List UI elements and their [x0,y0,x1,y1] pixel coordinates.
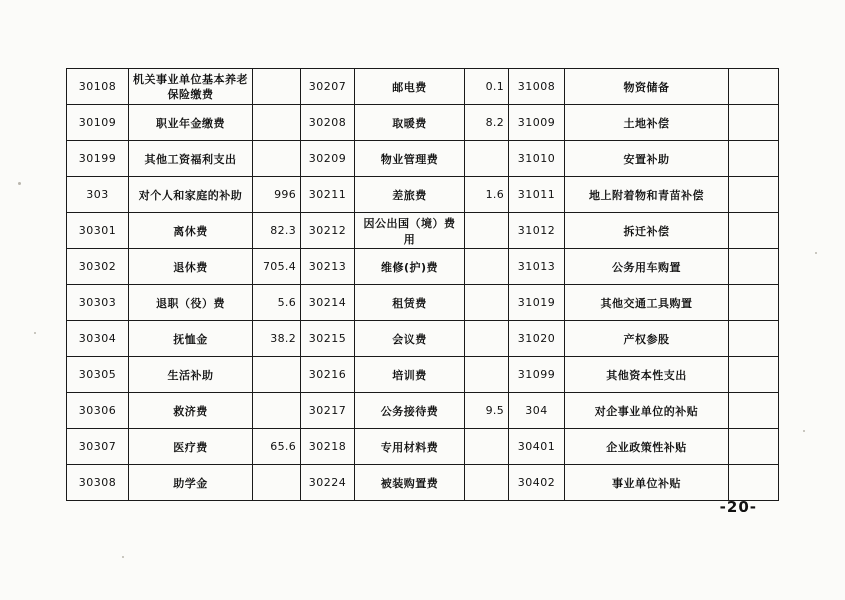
cell-code-1: 30199 [67,141,129,177]
cell-code-3: 30402 [509,465,565,501]
cell-value-2 [465,465,509,501]
cell-value-3 [729,141,779,177]
cell-code-1: 30307 [67,429,129,465]
cell-value-1 [253,141,301,177]
scan-speck [122,556,124,558]
table-row [67,357,779,393]
cell-name-3: 地上附着物和青苗补偿 [565,177,729,213]
cell-name-2: 租赁费 [355,285,465,321]
cell-name-2: 专用材料费 [355,429,465,465]
cell-name-3: 物资储备 [565,69,729,105]
cell-code-1: 30302 [67,249,129,285]
cell-code-2: 30211 [301,177,355,213]
cell-name-1: 机关事业单位基本养老保险缴费 [129,69,253,105]
page-number: -20- [719,498,757,516]
cell-name-1: 抚恤金 [129,321,253,357]
cell-value-2 [465,249,509,285]
cell-value-2 [465,141,509,177]
cell-code-3: 31010 [509,141,565,177]
cell-code-3: 31020 [509,321,565,357]
cell-name-2: 会议费 [355,321,465,357]
cell-code-2: 30207 [301,69,355,105]
cell-code-3: 30401 [509,429,565,465]
cell-value-1: 65.6 [253,429,301,465]
cell-value-3 [729,393,779,429]
cell-name-1: 其他工资福利支出 [129,141,253,177]
cell-code-2: 30213 [301,249,355,285]
table-row [67,393,779,429]
scan-speck [34,332,36,334]
cell-value-3 [729,177,779,213]
cell-code-3: 31013 [509,249,565,285]
table-row [67,285,779,321]
cell-code-3: 31099 [509,357,565,393]
cell-code-1: 30303 [67,285,129,321]
cell-code-1: 30301 [67,213,129,249]
cell-name-1: 职业年金缴费 [129,105,253,141]
cell-name-1: 退职（役）费 [129,285,253,321]
cell-value-1 [253,105,301,141]
cell-code-1: 30308 [67,465,129,501]
scan-speck [18,182,21,185]
cell-code-2: 30224 [301,465,355,501]
cell-code-2: 30218 [301,429,355,465]
table-row [67,321,779,357]
cell-value-1: 996 [253,177,301,213]
cell-name-3: 公务用车购置 [565,249,729,285]
cell-value-2 [465,285,509,321]
table-row [67,429,779,465]
cell-name-2: 因公出国（境）费用 [355,213,465,249]
table-row [67,213,779,249]
table-row [67,105,779,141]
cell-value-3 [729,465,779,501]
cell-name-2: 培训费 [355,357,465,393]
cell-value-2: 0.1 [465,69,509,105]
cell-name-3: 产权参股 [565,321,729,357]
table-row [67,177,779,213]
cell-code-3: 304 [509,393,565,429]
cell-value-1: 5.6 [253,285,301,321]
table-row [67,141,779,177]
cell-name-2: 公务接待费 [355,393,465,429]
cell-code-3: 31011 [509,177,565,213]
cell-code-1: 30108 [67,69,129,105]
cell-name-1: 对个人和家庭的补助 [129,177,253,213]
cell-name-1: 医疗费 [129,429,253,465]
cell-code-2: 30217 [301,393,355,429]
cell-code-2: 30216 [301,357,355,393]
cell-value-2 [465,213,509,249]
cell-value-1 [253,69,301,105]
cell-value-2 [465,321,509,357]
cell-value-3 [729,213,779,249]
cell-name-3: 其他资本性支出 [565,357,729,393]
cell-value-2 [465,429,509,465]
cell-name-2: 取暖费 [355,105,465,141]
cell-code-2: 30215 [301,321,355,357]
cell-name-3: 安置补助 [565,141,729,177]
budget-expenditure-table [66,68,779,501]
cell-code-1: 303 [67,177,129,213]
cell-value-3 [729,249,779,285]
cell-name-2: 维修(护)费 [355,249,465,285]
cell-name-3: 对企事业单位的补贴 [565,393,729,429]
cell-name-3: 企业政策性补贴 [565,429,729,465]
cell-value-1: 38.2 [253,321,301,357]
cell-name-3: 事业单位补贴 [565,465,729,501]
cell-value-1 [253,357,301,393]
cell-value-1: 705.4 [253,249,301,285]
cell-name-3: 拆迁补偿 [565,213,729,249]
cell-name-1: 助学金 [129,465,253,501]
cell-value-1 [253,393,301,429]
cell-value-1 [253,465,301,501]
cell-code-1: 30306 [67,393,129,429]
cell-code-1: 30109 [67,105,129,141]
cell-value-1: 82.3 [253,213,301,249]
cell-code-2: 30214 [301,285,355,321]
table-row [67,249,779,285]
table-row [67,69,779,105]
cell-code-2: 30208 [301,105,355,141]
cell-value-3 [729,321,779,357]
cell-name-2: 被装购置费 [355,465,465,501]
cell-value-2: 9.5 [465,393,509,429]
cell-name-2: 物业管理费 [355,141,465,177]
cell-value-3 [729,429,779,465]
cell-value-2 [465,357,509,393]
cell-name-3: 土地补偿 [565,105,729,141]
cell-value-2: 1.6 [465,177,509,213]
cell-value-3 [729,105,779,141]
cell-code-3: 31012 [509,213,565,249]
cell-name-1: 生活补助 [129,357,253,393]
cell-code-1: 30305 [67,357,129,393]
cell-code-3: 31019 [509,285,565,321]
cell-name-3: 其他交通工具购置 [565,285,729,321]
cell-code-3: 31008 [509,69,565,105]
cell-name-1: 离休费 [129,213,253,249]
cell-name-1: 退休费 [129,249,253,285]
table-row [67,465,779,501]
cell-code-2: 30209 [301,141,355,177]
scan-speck [803,430,805,432]
cell-name-2: 差旅费 [355,177,465,213]
cell-code-2: 30212 [301,213,355,249]
cell-code-3: 31009 [509,105,565,141]
cell-value-3 [729,285,779,321]
cell-code-1: 30304 [67,321,129,357]
cell-name-1: 救济费 [129,393,253,429]
scan-speck [815,252,817,254]
cell-name-2: 邮电费 [355,69,465,105]
cell-value-3 [729,69,779,105]
cell-value-2: 8.2 [465,105,509,141]
cell-value-3 [729,357,779,393]
